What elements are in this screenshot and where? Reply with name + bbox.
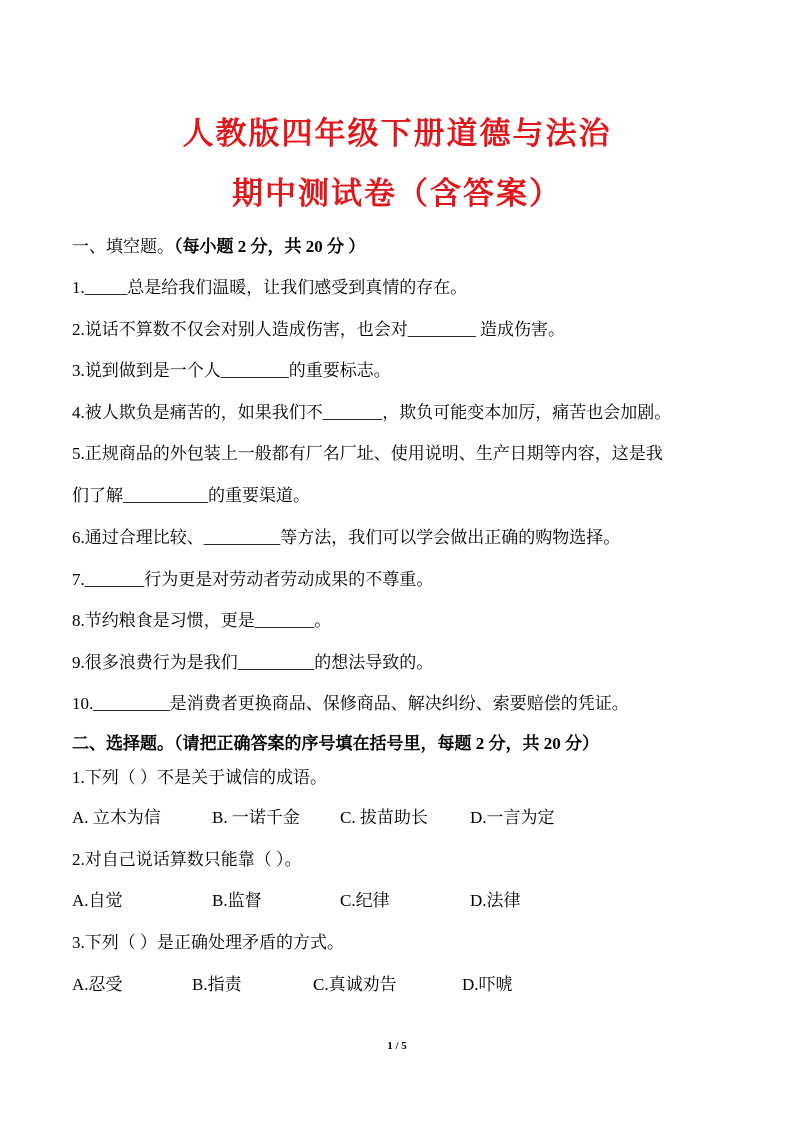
title-line-2: 期中测试卷（含答案） bbox=[232, 176, 562, 211]
fill-question: 8.节约粮食是习惯，更是_______。 bbox=[72, 611, 332, 630]
fill-question: 4.被人欺负是痛苦的，如果我们不_______，欺负可能变本加厉，痛苦也会加剧。 bbox=[72, 403, 672, 422]
option-d: D.一言为定 bbox=[470, 808, 555, 827]
option-a: A. 立木为信 bbox=[72, 808, 161, 827]
fill-question: 2.说话不算数不仅会对别人造成伤害，也会对________ 造成伤害。 bbox=[72, 320, 565, 339]
fill-question: 9.很多浪费行为是我们_________的想法导致的。 bbox=[72, 653, 434, 672]
option-b: B.监督 bbox=[212, 891, 262, 910]
option-c: C. 拔苗助长 bbox=[340, 808, 428, 827]
option-b: B. 一诺千金 bbox=[212, 808, 300, 827]
option-d: D.吓唬 bbox=[462, 975, 513, 994]
title-line-1: 人教版四年级下册道德与法治 bbox=[182, 116, 612, 151]
option-a: A.忍受 bbox=[72, 975, 123, 994]
page-number: 1 / 5 bbox=[387, 1040, 407, 1052]
option-c: C.纪律 bbox=[340, 891, 390, 910]
fill-question-continued: 们了解__________的重要渠道。 bbox=[72, 486, 310, 505]
fill-question: 3.说到做到是一个人________的重要标志。 bbox=[72, 361, 391, 380]
section1-title: 一、填空题。 bbox=[72, 237, 174, 256]
choice-question: 2.对自己说话算数只能靠（ ）。 bbox=[72, 850, 302, 869]
fill-question: 6.通过合理比较、_________等方法，我们可以学会做出正确的购物选择。 bbox=[72, 528, 621, 547]
fill-question: 7._______行为更是对劳动者劳动成果的不尊重。 bbox=[72, 570, 434, 589]
option-c: C.真诚劝告 bbox=[313, 975, 397, 994]
fill-question: 1._____总是给我们温暖，让我们感受到真情的存在。 bbox=[72, 278, 468, 297]
choice-question: 3.下列（ ）是正确处理矛盾的方式。 bbox=[72, 933, 344, 952]
option-d: D.法律 bbox=[470, 891, 521, 910]
option-a: A.自觉 bbox=[72, 891, 123, 910]
section1-heading bbox=[72, 232, 365, 257]
section2-heading: 二、选择题。（请把正确答案的序号填在括号里，每题 2 分，共 20 分） bbox=[72, 734, 599, 753]
option-b: B.指责 bbox=[192, 975, 242, 994]
fill-question: 10._________是消费者更换商品、保修商品、解决纠纷、索要赔偿的凭证。 bbox=[72, 694, 629, 713]
fill-question: 5.正规商品的外包装上一般都有厂名厂址、使用说明、生产日期等内容，这是我 bbox=[72, 444, 663, 463]
section1-note: （每小题 2 分，共 20 分 ） bbox=[174, 237, 366, 256]
choice-question: 1.下列（ ）不是关于诚信的成语。 bbox=[72, 768, 327, 787]
